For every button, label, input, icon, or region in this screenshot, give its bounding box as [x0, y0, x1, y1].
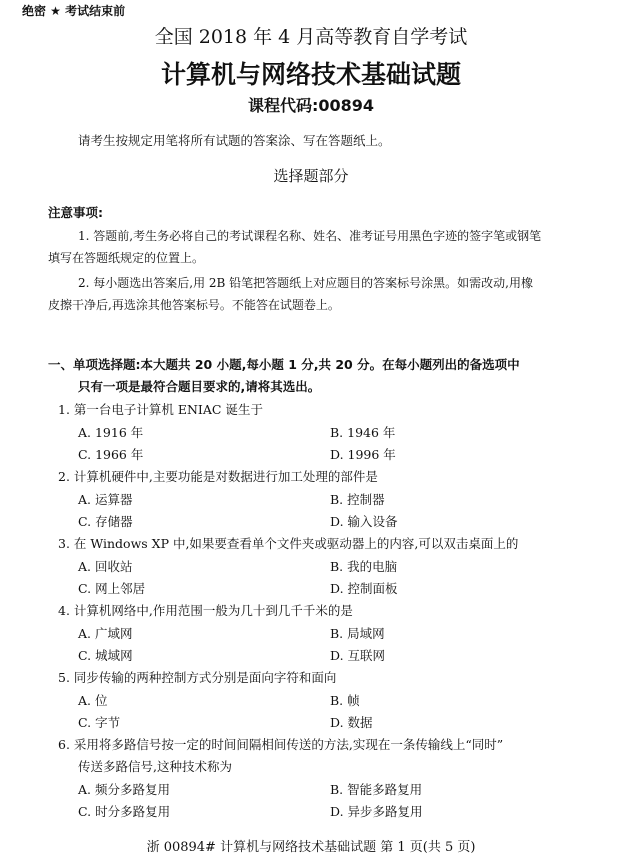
option-d: D. 数据 — [330, 715, 373, 730]
note-item-1-line-2: 填写在答题纸规定的位置上。 — [48, 251, 205, 265]
note-item-1-line-1: 1. 答题前,考生务必将自己的考试课程名称、姓名、准考证号用黑色字迹的签字笔或钢笔 — [78, 229, 542, 243]
subject-title: 计算机与网络技术基础试题 — [160, 60, 461, 89]
part1-heading-line-2: 只有一项是最符合题目要求的,请将其选出。 — [78, 379, 321, 394]
question-stem: 4. 计算机网络中,作用范围一般为几十到几千千米的是 — [58, 603, 353, 618]
answer-instruction: 请考生按规定用笔将所有试题的答案涂、写在答题纸上。 — [78, 133, 391, 148]
option-b: B. 我的电脑 — [330, 559, 398, 574]
question-stem: 3. 在 Windows XP 中,如果要查看单个文件夹或驱动器上的内容,可以双击桌面上的 — [58, 536, 519, 551]
option-a: A. 回收站 — [78, 559, 133, 574]
option-a: A. 广域网 — [78, 626, 133, 641]
option-b: B. 智能多路复用 — [330, 782, 423, 797]
option-b: B. 局域网 — [330, 626, 385, 641]
question-stem-continued: 传送多路信号,这种技术称为 — [78, 759, 232, 774]
option-c: C. 网上邻居 — [78, 581, 146, 596]
section-title: 选择题部分 — [273, 167, 349, 185]
option-b: B. 1946 年 — [330, 425, 396, 440]
confidential-label: 绝密 ★ 考试结束前 — [22, 4, 126, 18]
option-b: B. 帧 — [330, 693, 360, 708]
part1-heading-line-1: 一、单项选择题:本大题共 20 小题,每小题 1 分,共 20 分。在每小题列出的备选项中 — [48, 357, 520, 372]
note-item-2-line-1: 2. 每小题选出答案后,用 2B 铅笔把答题纸上对应题目的答案标号涂黑。如需改动,用橡 — [78, 276, 533, 290]
option-d: D. 互联网 — [330, 648, 386, 663]
option-d: D. 异步多路复用 — [330, 804, 423, 819]
option-c: C. 存储器 — [78, 514, 133, 529]
question-stem: 1. 第一台电子计算机 ENIAC 诞生于 — [58, 402, 263, 417]
option-a: A. 1916 年 — [78, 425, 144, 440]
option-d: D. 1996 年 — [330, 447, 396, 462]
question-stem: 6. 采用将多路信号按一定的时间间隔相间传送的方法,实现在一条传输线上“同时” — [58, 737, 504, 752]
course-code: 课程代码:00894 — [247, 96, 375, 115]
option-a: A. 运算器 — [78, 492, 133, 507]
option-a: A. 位 — [78, 693, 108, 708]
option-c: C. 城域网 — [78, 648, 133, 663]
notes-heading: 注意事项: — [48, 205, 103, 220]
option-c: C. 1966 年 — [78, 447, 144, 462]
option-a: A. 频分多路复用 — [78, 782, 170, 797]
note-item-2-line-2: 皮擦干净后,再选涂其他答案标号。不能答在试题卷上。 — [48, 298, 340, 312]
question-stem: 5. 同步传输的两种控制方式分别是面向字符和面向 — [58, 670, 337, 685]
option-c: C. 字节 — [78, 715, 121, 730]
option-d: D. 控制面板 — [330, 581, 398, 596]
question-stem: 2. 计算机硬件中,主要功能是对数据进行加工处理的部件是 — [58, 469, 378, 484]
exam-title: 全国 2018 年 4 月高等教育自学考试 — [154, 26, 468, 48]
option-c: C. 时分多路复用 — [78, 804, 171, 819]
page-footer: 浙 00894# 计算机与网络技术基础试题 第 1 页(共 5 页) — [146, 840, 476, 855]
option-b: B. 控制器 — [330, 492, 385, 507]
option-d: D. 输入设备 — [330, 514, 398, 529]
